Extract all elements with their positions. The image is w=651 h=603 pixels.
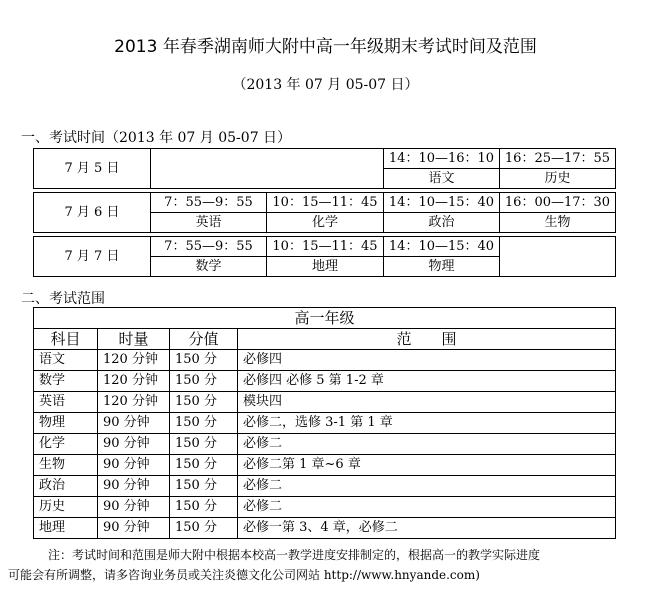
schedule-time: 10：15—11：45 (267, 237, 384, 257)
row-subject: 物理 (34, 413, 98, 434)
schedule-time: 7：55—9：55 (151, 237, 267, 257)
page-title: 2013 年春季湖南师大附中高一年级期末考试时间及范围 (114, 37, 537, 57)
schedule-row-day2-time (34, 193, 616, 213)
table-row (34, 392, 616, 413)
schedule-row-day3-time (34, 237, 616, 257)
table-row (34, 497, 616, 518)
row-time: 90 分钟 (98, 497, 170, 518)
grade-header: 高一年级 (34, 308, 616, 329)
schedule-time: 16：00—17：30 (500, 193, 616, 213)
table-row (34, 350, 616, 371)
column-header-subject: 科目 (34, 329, 98, 350)
row-score: 150 分 (170, 413, 238, 434)
footnote-line-1: 注：考试时间和范围是师大附中根据本校高一教学进度安排制定的，根据高一的教学实际进度 (48, 548, 541, 562)
row-score: 150 分 (170, 392, 238, 413)
row-subject: 数学 (34, 371, 98, 392)
schedule-time: 14：10—15：40 (384, 237, 500, 257)
row-scope: 必修二 (238, 497, 616, 518)
row-subject: 地理 (34, 518, 98, 539)
row-score: 150 分 (170, 476, 238, 497)
row-scope: 必修二 (238, 434, 616, 455)
row-subject: 历史 (34, 497, 98, 518)
schedule-subject: 物理 (384, 257, 500, 277)
schedule-time: 7：55—9：55 (151, 193, 267, 213)
schedule-subject: 语文 (384, 169, 500, 189)
row-scope: 必修二第 1 章~6 章 (238, 455, 616, 476)
row-time: 120 分钟 (98, 392, 170, 413)
scope-grade-row (34, 308, 616, 329)
exam-schedule-table (33, 148, 616, 277)
row-scope: 必修四 (238, 350, 616, 371)
row-score: 150 分 (170, 371, 238, 392)
row-subject: 英语 (34, 392, 98, 413)
table-row (34, 518, 616, 539)
schedule-subject: 政治 (384, 213, 500, 233)
row-time: 90 分钟 (98, 476, 170, 497)
schedule-time: 16：25—17：55 (500, 149, 616, 169)
row-subject: 生物 (34, 455, 98, 476)
schedule-row-day1-time (34, 149, 616, 169)
row-time: 120 分钟 (98, 371, 170, 392)
schedule-subject: 生物 (500, 213, 616, 233)
schedule-subject: 数学 (151, 257, 267, 277)
row-score: 150 分 (170, 518, 238, 539)
column-header-score: 分值 (170, 329, 238, 350)
schedule-date: 7 月 7 日 (34, 237, 151, 277)
scope-header-row (34, 329, 616, 350)
schedule-date: 7 月 6 日 (34, 193, 151, 233)
row-score: 150 分 (170, 434, 238, 455)
column-header-time: 时量 (98, 329, 170, 350)
column-header-scope: 范 围 (238, 329, 616, 350)
row-score: 150 分 (170, 455, 238, 476)
row-time: 120 分钟 (98, 350, 170, 371)
row-scope: 必修二，选修 3-1 第 1 章 (238, 413, 616, 434)
schedule-time: 14：10—16：10 (384, 149, 500, 169)
schedule-subject: 化学 (267, 213, 384, 233)
footnote-line-2: 可能会有所调整，请多咨询业务员或关注炎德文化公司网站 http://www.hnyande.com) (8, 568, 480, 582)
schedule-time: 10：15—11：45 (267, 193, 384, 213)
exam-scope-table (33, 307, 616, 539)
row-score: 150 分 (170, 497, 238, 518)
table-row (34, 413, 616, 434)
table-row (34, 371, 616, 392)
row-time: 90 分钟 (98, 455, 170, 476)
section-heading-exam-time: 一、考试时间（2013 年 07 月 05-07 日） (21, 130, 292, 146)
row-score: 150 分 (170, 350, 238, 371)
schedule-date: 7 月 5 日 (34, 149, 151, 189)
row-subject: 政治 (34, 476, 98, 497)
row-time: 90 分钟 (98, 434, 170, 455)
row-subject: 化学 (34, 434, 98, 455)
row-scope: 模块四 (238, 392, 616, 413)
row-time: 90 分钟 (98, 413, 170, 434)
schedule-empty-cell (151, 149, 384, 189)
table-row (34, 434, 616, 455)
row-subject: 语文 (34, 350, 98, 371)
schedule-subject: 英语 (151, 213, 267, 233)
row-scope: 必修四 必修 5 第 1-2 章 (238, 371, 616, 392)
row-scope: 必修一第 3、4 章，必修二 (238, 518, 616, 539)
row-time: 90 分钟 (98, 518, 170, 539)
schedule-subject: 历史 (500, 169, 616, 189)
row-scope: 必修二 (238, 476, 616, 497)
schedule-empty-cell (500, 237, 616, 277)
page-subtitle: （2013 年 07 月 05-07 日） (232, 77, 419, 93)
schedule-time: 14：10—15：40 (384, 193, 500, 213)
schedule-subject: 地理 (267, 257, 384, 277)
section-heading-exam-scope: 二、考试范围 (21, 291, 105, 307)
table-row (34, 476, 616, 497)
table-row (34, 455, 616, 476)
